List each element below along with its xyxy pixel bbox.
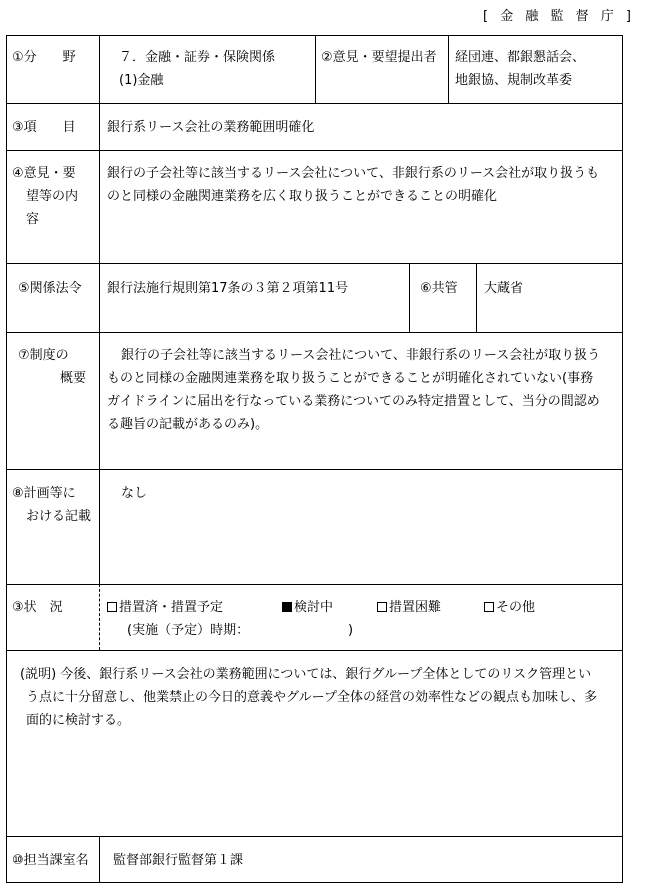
submitter-divider (448, 35, 449, 103)
status-option-reviewing[interactable]: 検討中 (282, 597, 333, 619)
co-value: 大蔵省 (484, 281, 524, 296)
checkbox-filled-icon (282, 602, 292, 612)
overview-text: ものと同様の金融関連業務を取り扱うことができることが明確化されていない(事務 (107, 371, 594, 386)
law-label: ⑤関係法令 (18, 281, 82, 296)
status-dashed-divider (99, 584, 100, 650)
checkbox-empty-icon (377, 602, 387, 612)
overview-text: る趣旨の記載があるのみ)。 (107, 417, 269, 432)
row-divider (6, 650, 623, 651)
explanation-text: う点に十分留意し、他業禁止の今日的意義やグループ全体の経営の効率性などの観点も加味し、多 (26, 690, 597, 705)
submitter-divider (315, 35, 316, 103)
overview-label: ⑦制度の (18, 348, 69, 363)
request-label: 望等の内 (26, 189, 79, 204)
status-label: ③状 況 (12, 600, 63, 615)
item-label: ③項 目 (12, 120, 76, 135)
co-divider (409, 263, 410, 332)
status-option-difficult[interactable]: 措置困難 (377, 597, 441, 619)
submitter-value: 経団連、都銀懇話会、 (455, 50, 586, 65)
label-column-divider (99, 836, 100, 883)
department-label: ⑩担当課室名 (12, 853, 89, 868)
law-value: 銀行法施行規則第17条の３第２項第11号 (107, 281, 349, 296)
agency-header: [ 金 融 監 督 庁 ] (483, 9, 635, 24)
field-subvalue: (1)金融 (119, 73, 164, 88)
status-option-other[interactable]: その他 (484, 597, 535, 619)
label-column-divider (99, 35, 100, 584)
item-value: 銀行系リース会社の業務範囲明確化 (107, 120, 315, 135)
request-text: のと同様の金融関連業務を広く取り扱うことができることの明確化 (107, 189, 498, 204)
schedule-label: (実施（予定）時期： (127, 623, 250, 638)
overview-text: 銀行の子会社等に該当するリース会社について、非銀行系のリース会社が取り扱う (121, 348, 601, 363)
submitter-value: 地銀協、規制改革委 (455, 73, 573, 88)
checkbox-empty-icon (484, 602, 494, 612)
plan-label: おける記載 (26, 509, 92, 524)
submitter-label: ②意見・要望提出者 (321, 50, 437, 65)
overview-text: ガイドラインに届出を行なっている業務についてのみ特定措置として、当分の間認め (107, 394, 600, 409)
explanation-text: 面的に検討する。 (26, 713, 131, 728)
field-label: ①分 野 (12, 50, 76, 65)
explanation-text: (説明) 今後、銀行系リース会社の業務範囲については、銀行グループ全体としてのリスク管理とい (20, 667, 592, 682)
co-label: ⑥共管 (420, 281, 458, 296)
overview-label: 概要 (60, 371, 87, 386)
status-option-done[interactable]: 措置済・措置予定 (107, 597, 223, 619)
department-value: 監督部銀行監督第１課 (113, 853, 244, 868)
field-value: ７．金融・証券・保険関係 (119, 50, 276, 65)
plan-value: なし (121, 486, 148, 501)
plan-label: ⑧計画等に (12, 486, 76, 501)
request-text: 銀行の子会社等に該当するリース会社について、非銀行系のリース会社が取り扱うも (107, 166, 600, 181)
co-divider (476, 263, 477, 332)
request-label: 容 (26, 212, 40, 227)
checkbox-empty-icon (107, 602, 117, 612)
schedule-close: ) (348, 623, 354, 638)
request-label: ④意見・要 (12, 166, 76, 181)
